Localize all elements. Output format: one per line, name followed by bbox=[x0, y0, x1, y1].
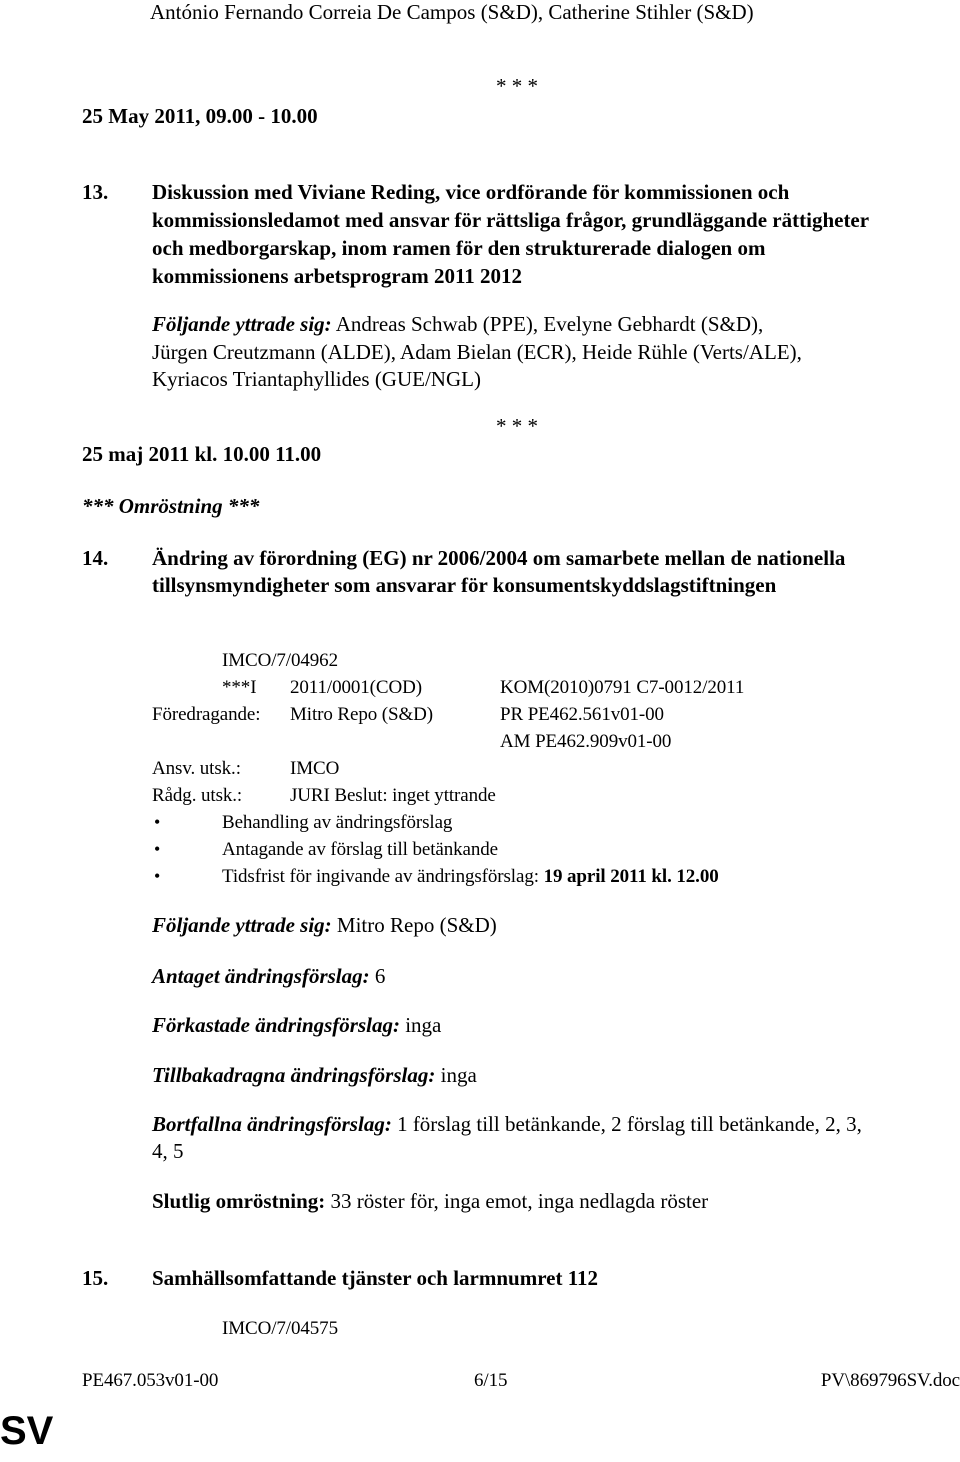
am-reference: AM PE462.909v01-00 bbox=[500, 731, 672, 752]
session-date: 25 May 2011, 09.00 - 10.00 bbox=[82, 104, 318, 128]
final-vote bbox=[152, 1189, 708, 1214]
speakers-block bbox=[152, 312, 763, 337]
kom-reference: KOM(2010)0791 C7-0012/2011 bbox=[500, 677, 745, 698]
agenda-bullet: Antagande av förslag till betänkande bbox=[222, 839, 499, 860]
footer-doc-reference: PE467.053v01-00 bbox=[82, 1370, 219, 1391]
rapporteur-label: Föredragande: bbox=[152, 704, 261, 725]
speakers-list: Mitro Repo (S&D) bbox=[336, 913, 497, 937]
language-code: SV bbox=[0, 1409, 54, 1453]
committee-reference: IMCO/7/04962 bbox=[222, 650, 338, 671]
vote-heading: *** Omröstning *** bbox=[82, 494, 260, 518]
rejected-amendments bbox=[152, 1013, 441, 1038]
rejected-label: Förkastade ändringsförslag: bbox=[152, 1013, 400, 1037]
speakers-label: Följande yttrade sig: bbox=[152, 312, 332, 336]
item-title-line: tillsynsmyndigheter som ansvarar för konsumentskyddslagstiftningen bbox=[152, 573, 777, 597]
item-title-line: och medborgarskap, inom ramen för den strukturerade dialogen om bbox=[152, 236, 766, 260]
lapsed-label: Bortfallna ändringsförslag: bbox=[152, 1112, 392, 1136]
final-vote-label: Slutlig omröstning: bbox=[152, 1189, 326, 1213]
deadline-label: Tidsfrist för ingivande av ändringsförslag: bbox=[222, 866, 539, 887]
item-title-line: Diskussion med Viviane Reding, vice ordförande för kommissionen och bbox=[152, 180, 790, 204]
section-separator: * * * bbox=[496, 74, 538, 98]
adopted-amendments bbox=[152, 964, 385, 989]
footer-page-number: 6/15 bbox=[474, 1370, 508, 1391]
withdrawn-amendments bbox=[152, 1063, 477, 1088]
procedure-label: ***I bbox=[222, 677, 257, 698]
adopted-label: Antaget ändringsförslag: bbox=[152, 964, 370, 988]
item-number: 15. bbox=[82, 1266, 109, 1290]
deadline-line bbox=[222, 866, 719, 888]
pr-reference: PR PE462.561v01-00 bbox=[500, 704, 664, 725]
responsible-committee-label: Ansv. utsk.: bbox=[152, 758, 241, 779]
speakers-list: Jürgen Creutzmann (ALDE), Adam Bielan (ECR), Heide Rühle (Verts/ALE), bbox=[152, 340, 802, 364]
section-separator: * * * bbox=[496, 414, 538, 438]
committee-reference: IMCO/7/04575 bbox=[222, 1318, 338, 1339]
speakers-block bbox=[152, 913, 497, 938]
item-title-line: kommissionsledamot med ansvar för rättsliga frågor, grundläggande rättigheter bbox=[152, 208, 870, 232]
rejected-value: inga bbox=[405, 1013, 442, 1037]
lapsed-amendments bbox=[152, 1112, 862, 1137]
item-title-line: Ändring av förordning (EG) nr 2006/2004 om samarbete mellan de nationella bbox=[152, 546, 846, 570]
responsible-committee: IMCO bbox=[290, 758, 340, 779]
opinion-committee: JURI Beslut: inget yttrande bbox=[290, 785, 496, 806]
speakers-label: Följande yttrade sig: bbox=[152, 913, 332, 937]
bullet-icon: • bbox=[154, 839, 161, 859]
speakers-list: Kyriacos Triantaphyllides (GUE/NGL) bbox=[152, 367, 481, 391]
bullet-icon: • bbox=[154, 866, 161, 886]
procedure-number: 2011/0001(COD) bbox=[290, 677, 422, 698]
deadline-value: 19 april 2011 kl. 12.00 bbox=[543, 866, 719, 887]
withdrawn-label: Tillbakadragna ändringsförslag: bbox=[152, 1063, 436, 1087]
bullet-icon: • bbox=[154, 812, 161, 832]
speakers-list: Andreas Schwab (PPE), Evelyne Gebhardt (S&D), bbox=[335, 312, 764, 336]
participants-line: António Fernando Correia De Campos (S&D), Catherine Stihler (S&D) bbox=[150, 0, 754, 24]
rapporteur-name: Mitro Repo (S&D) bbox=[290, 704, 434, 725]
adopted-value: 6 bbox=[374, 964, 386, 988]
opinion-committee-label: Rådg. utsk.: bbox=[152, 785, 243, 806]
lapsed-value: 1 förslag till betänkande, 2 förslag till betänkande, 2, 3, bbox=[397, 1112, 862, 1136]
withdrawn-value: inga bbox=[440, 1063, 477, 1087]
agenda-bullet: Behandling av ändringsförslag bbox=[222, 812, 453, 833]
session-date: 25 maj 2011 kl. 10.00 11.00 bbox=[82, 442, 322, 466]
footer-file-name: PV\869796SV.doc bbox=[820, 1370, 960, 1391]
item-title-line: kommissionens arbetsprogram 2011 2012 bbox=[152, 264, 523, 288]
item-number: 13. bbox=[82, 180, 109, 204]
final-vote-value: 33 röster för, inga emot, inga nedlagda röster bbox=[330, 1189, 709, 1213]
lapsed-value: 4, 5 bbox=[152, 1139, 184, 1163]
item-title-line: Samhällsomfattande tjänster och larmnumret 112 bbox=[152, 1266, 599, 1290]
item-number: 14. bbox=[82, 546, 109, 570]
